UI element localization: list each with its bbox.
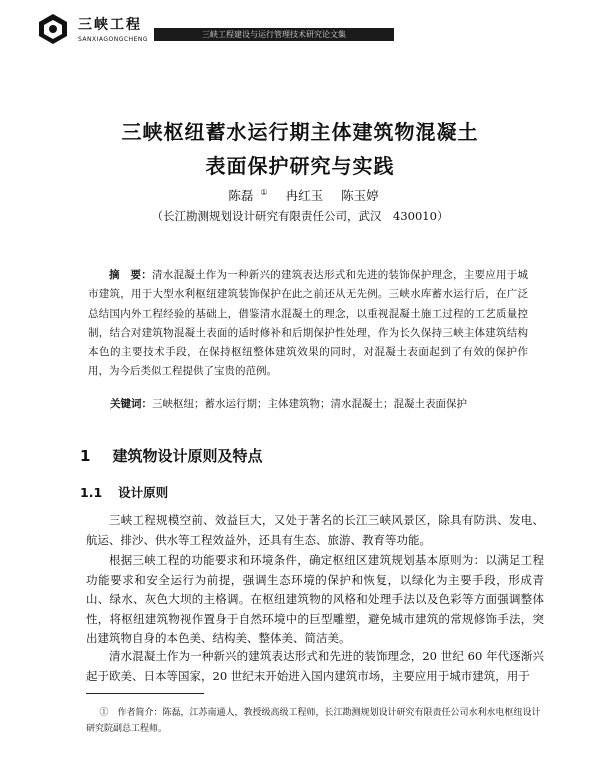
paper-title-line-2: 表面保护研究与实践 bbox=[205, 154, 395, 178]
author: 陈磊 ① bbox=[228, 187, 268, 203]
footnote-text: 作者简介：陈磊，江苏南通人，教授级高级工程师，长江勘测规划设计研究有限责任公司水利水电枢纽设计研究院副总工程师。 bbox=[86, 708, 541, 734]
subsection-title: 设计原则 bbox=[118, 485, 169, 500]
body-paragraph: 根据三峡工程的功能要求和环境条件，确定枢纽区建筑规划基本原则为：以满足工程功能要求和安全运行为前提，强调生态环境的保护和恢复，以绿化为主要手段，形成青山、绿水、灰色大坝的主格调。在枢纽建筑物的风格和处理手法以及色彩等方面强调整体性，将枢纽建筑物视作置身于自然环境中的巨型雕塑，避免城市建筑的常规修饰手法，突出建筑物自身的本色美、结构美、整体美、简洁美。 bbox=[86, 553, 544, 645]
footnote-marker: ① bbox=[260, 187, 268, 197]
journal-header bbox=[36, 10, 566, 52]
abstract-text: 清水混凝土作为一种新兴的建筑表达形式和先进的装饰保护理念，主要应用于城市建筑，用于大型水利枢纽建筑装饰保护在此之前还从无先例。三峡水库蓄水运行后，在广泛总结国内外工程经验的基础上，借鉴清水混凝土的理念，以重视混凝土施工过程的工艺质量控制，结合对建筑物混凝土表面的适时修补和后期保护性处理，作为长久保持三峡主体建筑结构本色的主要技术手段，在保持枢纽整体建筑效果的同时，对混凝土表面起到了有效的保护作用，为今后类似工程提供了宝贵的范例。 bbox=[88, 269, 528, 378]
author-list bbox=[0, 186, 600, 204]
section-number: 1 bbox=[80, 447, 91, 465]
paper-title-line-1: 三峡枢纽蓄水运行期主体建筑物混凝土 bbox=[121, 120, 479, 144]
subsection-heading bbox=[80, 483, 168, 501]
keywords bbox=[110, 396, 540, 411]
journal-brand-chinese: 三峡工程 bbox=[78, 17, 142, 33]
affiliation: （长江勘测规划设计研究有限责任公司，武汉 430010） bbox=[151, 209, 449, 223]
body-paragraph: 三峡工程规模空前、效益巨大，又处于著名的长江三峡风景区，除具有防洪、发电、航运、排沙、供水等工程效益外，还具有生态、旅游、教育等功能。 bbox=[86, 513, 544, 547]
abstract bbox=[88, 266, 528, 382]
footnote-marker: ① bbox=[99, 708, 109, 718]
footnote-divider bbox=[86, 693, 204, 694]
body-paragraph: 清水混凝土作为一种新兴的建筑表达形式和先进的装饰理念，20 世纪 60 年代逐渐兴起于欧美、日本等国家，20 世纪末开始进入国内建筑市场，主要应用于城市建筑，用于 bbox=[86, 649, 544, 683]
author: 陈玉婷 bbox=[341, 188, 379, 203]
abstract-label: 摘 要： bbox=[109, 269, 152, 281]
journal-brand-english: SANXIAGONGCHENG bbox=[78, 36, 149, 43]
section-heading bbox=[80, 445, 262, 466]
keywords-label: 关键词： bbox=[110, 398, 152, 410]
journal-logo-icon bbox=[36, 12, 70, 46]
section-title: 建筑物设计原则及特点 bbox=[112, 447, 263, 465]
author: 冉红玉 bbox=[285, 188, 324, 203]
author-footnote bbox=[86, 705, 546, 737]
keywords-text: 三峡枢纽；蓄水运行期；主体建筑物；清水混凝土；混凝土表面保护 bbox=[152, 398, 467, 410]
subsection-number: 1.1 bbox=[80, 485, 103, 500]
journal-banner: 三峡工程建设与运行管理技术研究论文集 bbox=[154, 28, 394, 41]
